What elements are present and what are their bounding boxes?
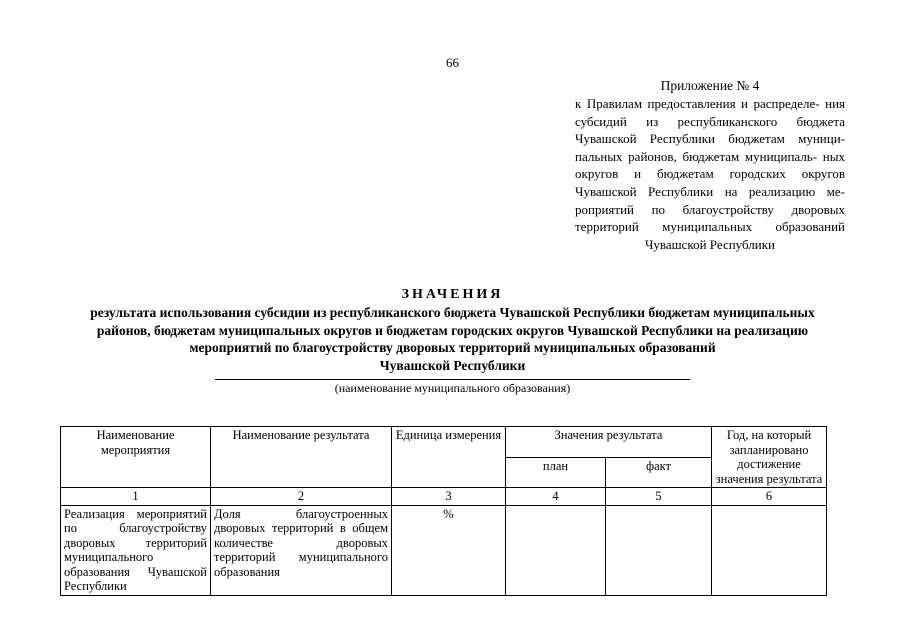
annex-line: роприятий по благоустройству дворовых	[575, 201, 845, 217]
header-fact: факт	[606, 457, 712, 488]
cell-event: Реализация мероприятий по благоустройству дворовых территорий муниципального образования Чувашской Республики	[61, 505, 211, 595]
header-plan: план	[506, 457, 606, 488]
column-number: 6	[712, 488, 827, 506]
page-number: 66	[446, 55, 459, 70]
column-number: 3	[392, 488, 506, 506]
column-number: 1	[61, 488, 211, 506]
header-event: Наименование мероприятия	[61, 427, 211, 488]
column-number: 4	[506, 488, 606, 506]
cell-plan	[506, 505, 606, 595]
cell-unit: %	[392, 505, 506, 595]
annex-line: Чувашской Республики	[644, 236, 776, 252]
annex-line: территорий муниципальных образований	[575, 219, 845, 235]
header-values: Значения результата	[506, 427, 712, 458]
column-number: 5	[606, 488, 712, 506]
column-number-row	[61, 488, 827, 506]
subheading-line: районов, бюджетам муниципальных округов и бюджетам городских округов Чувашской Республики на реализацию	[96, 322, 809, 338]
municipality-caption: (наименование муниципального образования)	[334, 381, 571, 395]
annex-line: пальных районов, бюджетам муниципаль-	[575, 148, 818, 164]
document-heading: ЗНАЧЕНИЯ	[401, 287, 504, 302]
annex-line: ния субсидий из республиканского бюджета	[575, 96, 846, 129]
annex-line: к Правилам предоставления и распределе-	[575, 96, 820, 111]
municipality-name-line	[215, 379, 690, 380]
subheading-line: Чувашской Республики	[379, 357, 526, 373]
subheading-line: мероприятий по благоустройству дворовых территорий муниципальных образований	[189, 340, 716, 355]
annex-title: Приложение № 4	[660, 78, 760, 93]
annex-line: ных округов и бюджетам городских округов	[575, 148, 845, 182]
annex-body	[575, 95, 845, 253]
column-number: 2	[211, 488, 392, 506]
cell-fact	[606, 505, 712, 595]
values-table	[60, 426, 827, 596]
subheading-line: результата использования субсидии из республиканского бюджета Чувашской Республики бюджетам муниципальных	[90, 305, 815, 320]
header-unit: Единица измерения	[392, 427, 506, 488]
header-year: Год, на который запланировано достижение значения результата	[712, 427, 827, 488]
document-subheading	[60, 304, 845, 374]
annex-line: Чувашской Республики на реализацию ме-	[575, 183, 845, 199]
cell-result: Доля благоустроенных дворовых территорий в общем количестве дворовых территорий муниципального образования	[211, 505, 392, 595]
header-result: Наименование результата	[211, 427, 392, 488]
table-row	[61, 505, 827, 595]
annex-line: Чувашской Республики бюджетам муници-	[575, 131, 845, 147]
cell-year	[712, 505, 827, 595]
